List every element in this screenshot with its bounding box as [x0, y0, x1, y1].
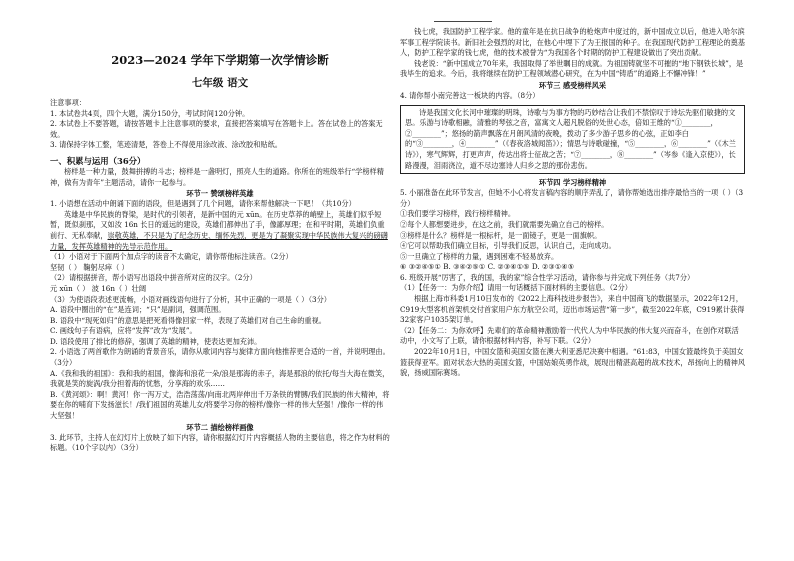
sentence: ⑤一旦确立了榜样的力量，遇到困难不轻易放弃。 — [400, 251, 559, 261]
step1-heading: 环节一 赞颂榜样英雄 — [186, 189, 254, 199]
option: B. 语段中“现死如归”的意思是把死看得像回家一样，表现了英雄们对自己生命的重视。 — [50, 315, 326, 325]
sentence: ④它可以帮助我们确立目标，引导我们反思，认识自己，走向成功。 — [400, 241, 616, 251]
question-1-1-items: 坚韧（ ） 鞠躬尽瘁（ ） — [50, 262, 129, 272]
question-2: 2. 小语选了两首歌作为朗诵的背景音乐，请你从歌词内容与旋律方面向他推荐更合适的一首，并说明理由。（3分） — [50, 347, 390, 368]
sentence: ②每个人都想要进步，在这之前，我们就需要先确立自己的榜样。 — [400, 219, 609, 229]
task-1: （1）【任务一：为你介绍】请用一句话概括下面材料的主要信息。（2分） — [400, 283, 632, 293]
notice-item: 1. 本试卷共4页，四个大题，满分150分，考试时间120分钟。 — [50, 108, 250, 118]
option: A. 语段中圈出的“在”是连词；“只”是副词，强调范围。 — [50, 305, 226, 315]
poetry-text: 诗是我国文化长河中璀璨的明珠，诗歌与为事方物的巧妙结合让我们不禁惊叹于诗坛先驱们敏捷的文思。乐游与诗歌相融，清雅的琴弦之音，富寓文人超凡脱俗的处世心态，倍如王维的“①________，②________”；悠扬的箭声飘落在月朗风清的夜晚，拨动了多少游子思乡的心弦，正如李白的“③________，④________”（《春夜洛城闻笛》）；情思与诗歌碰撞，“⑤________，⑥________”（《木兰诗》），寒气辉辉，打更声声，传达出将士征战之苦；“⑦________，⑧________”（岑参《逢入京使》），长路漫漫，泪雨浇泣，道不尽边塞诗人归乡之思的那份悲伤。 — [405, 107, 736, 170]
question-4: 4. 请你帮小南完善这一板块的内容。（8分） — [400, 90, 540, 100]
passage — [50, 210, 390, 252]
question-1-3: （3）为使语段表述更流畅，小语对画线语句进行了分析，其中正确的一项是（ ）（3分） — [50, 294, 331, 304]
passage-underlined: 崇敬英雄，不只是为了纪念历史、缅怀先烈，更是为了凝聚实现中华民族伟大复兴的磅礴力量，发挥英雄精神的先导示范作用。 — [50, 230, 388, 251]
qian-paragraph-2: 钱老说：“新中国成立70年来，我国取得了举世瞩目的成就。为祖国铸就坚不可摧的“地下钢铁长城”，是我毕生的追求。今后，我将继续在防护工程领域潜心研究，在为中国“铸盾”的道路上不懈冲锋！” — [400, 58, 744, 79]
question-3: 3. 此环节，主持人在幻灯片上放映了如下内容，请你根据幻灯片内容概括人物的主要信息，将之作为材料的标题。（10个字以内）（3分） — [50, 432, 390, 453]
part1-heading: 一、积累与运用（36分） — [50, 155, 146, 166]
sentence: ①我们要学习榜样，践行榜样精神。 — [400, 209, 516, 219]
option: C. 画线句子有语病，应将“发挥”改为“发展”。 — [50, 326, 197, 336]
task-2-text: 2022年10月1日，中国女篮和美国女篮在澳大利亚悉尼决赛中相遇。“61:83，中国女篮最终负于美国女篮获得亚军。面对状态大热的美国女篮，中国姑娘英勇作战，展现出精湛高超的战术技术，昂扬向上的精神风貌，扬威国际赛场。 — [400, 347, 746, 378]
question-1-2: （2）请根据拼音，帮小语写出语段中拼音所对应的汉字。（2分） — [50, 273, 257, 283]
left-column — [50, 0, 390, 561]
notice-block — [50, 98, 390, 151]
sentence: ③榜样是什么？榜样是一根标杆，是一面镜子，更是一面旗帜。 — [400, 230, 602, 240]
question-5-options: ⑥ ③②④⑤① B. ③④②⑤① C. ②③④①⑤ D. ②③①④⑤ — [400, 262, 575, 272]
option: D. 语段使用了排比的修辞，强调了英雄的精神，使表达更加充沛。 — [50, 336, 262, 346]
right-column — [400, 0, 745, 561]
question-1-1: （1）小语对于下面两个加点字的读音不太确定，请你帮他标注读音。（2分） — [50, 252, 293, 262]
question-1-2-items: 元 xūn（ ） 波 16n（ ）壮阔 — [50, 283, 147, 293]
question-5: 5. 小丽准备在此环节发言，但她不小心将发言稿内容的顺序弄乱了，请你帮她选出排序最恰当的一项（ ）（3分） — [400, 188, 744, 208]
song-a: A.《我和我的祖国》：我和我的祖国，像海和浪花一朵/浪是那海的赤子，海是那浪的依托/每当大海在微笑，我就是笑的旋涡/我分担着海的忧愁，分享海的欢乐…… — [50, 368, 390, 389]
exam-subtitle: 七年级 语文 — [191, 77, 249, 89]
notice-item: 2. 本试卷上不要答题，请按答题卡上注意事项的要求，直接把答案填写在答题卡上。答在试卷上的答案无效。 — [50, 119, 383, 139]
notice-item: 3. 请保持字体工整，笔迹清楚，答卷上不得使用涂改液、涂改胶和贴纸。 — [50, 140, 282, 150]
passage-text: 英雄是中华民族的脊梁，是时代的引领者，是新中国的元 xūn。在历史草莽的峭壁上，英雄们似乎短暂，既似刹那，又如汝 16n 长日的遥远的建设，英雄们都伸出了手，像鄙厚理；在和平时期，英雄们负重前行、无私奉献， — [50, 209, 385, 240]
song-b: B.《黄河颂》：啊！黄河！你一泻万丈，浩浩荡荡/向南北两岸伸出千万条铁的臂膊/我们民族的伟大精神，将要在你的哺育下发扬滋长！/我们祖国的英雄儿女/将要学习你的榜样/像你一样的伟大坚强！/像你一样的伟大坚强！ — [50, 389, 390, 421]
step2-heading: 环节二 描绘榜样画像 — [186, 422, 254, 432]
question-1: 1. 小语想在活动中朗诵下面的语段，但是遇到了几个问题，请你来帮他解决一下吧！（共10分） — [50, 199, 356, 209]
qian-paragraph-1: 钱七虎，我国防护工程学家。他的童年是在抗日战争的枪炮声中度过的，新中国成立以后，他进入哈尔滨军事工程学院读书。新旧社会强烈的对比，在他心中埋下了为王报国的种子。在我国现代防护工程理论的奠基人，防护工程学家的钱七虎，他的技术被誉为“为我国各个时期的防护工程建设做出了突出贡献。 — [400, 27, 746, 58]
task-2: （2）【任务二：为你欢呼】先辈们的革命精神激励着一代代人为中华民族的伟大复兴而奋斗，在创作对联活动中，小文写了上联，请你根据材料内容，补写下联。（2分） — [400, 325, 739, 346]
question-6: 6. 班级开展“厉害了，我的国，我的家”综合性学习活动，请你参与并完成下列任务（共7分） — [400, 272, 695, 282]
task-1-text: 根据上海市科委1月10日发布的《2022上海科技进步报告》，来自中国商飞的数据显示，2022年12月，C919大型客机首架机交付首家用户东方航空公司，迈出市场运营“第一步”，截至2022年底，C919累计获得32家客户1035架订单。 — [400, 294, 745, 325]
exam-title: 2023—2024 学年下学期第一次学情诊断 — [111, 53, 329, 67]
poetry-box — [400, 105, 745, 175]
part1-intro: 榜样是一种力量，鼓舞拼搏的斗志；榜样是一盏明灯，照亮人生的道路。你所在的班级举行“学榜样精神，做有为青年”主题活动，请你一起参与。 — [50, 166, 384, 187]
step3-heading: 环节三 感受榜样风采 — [538, 80, 607, 90]
notice-title: 注意事项： — [50, 98, 86, 107]
step4-heading: 环节四 学习榜样精神 — [538, 178, 607, 188]
